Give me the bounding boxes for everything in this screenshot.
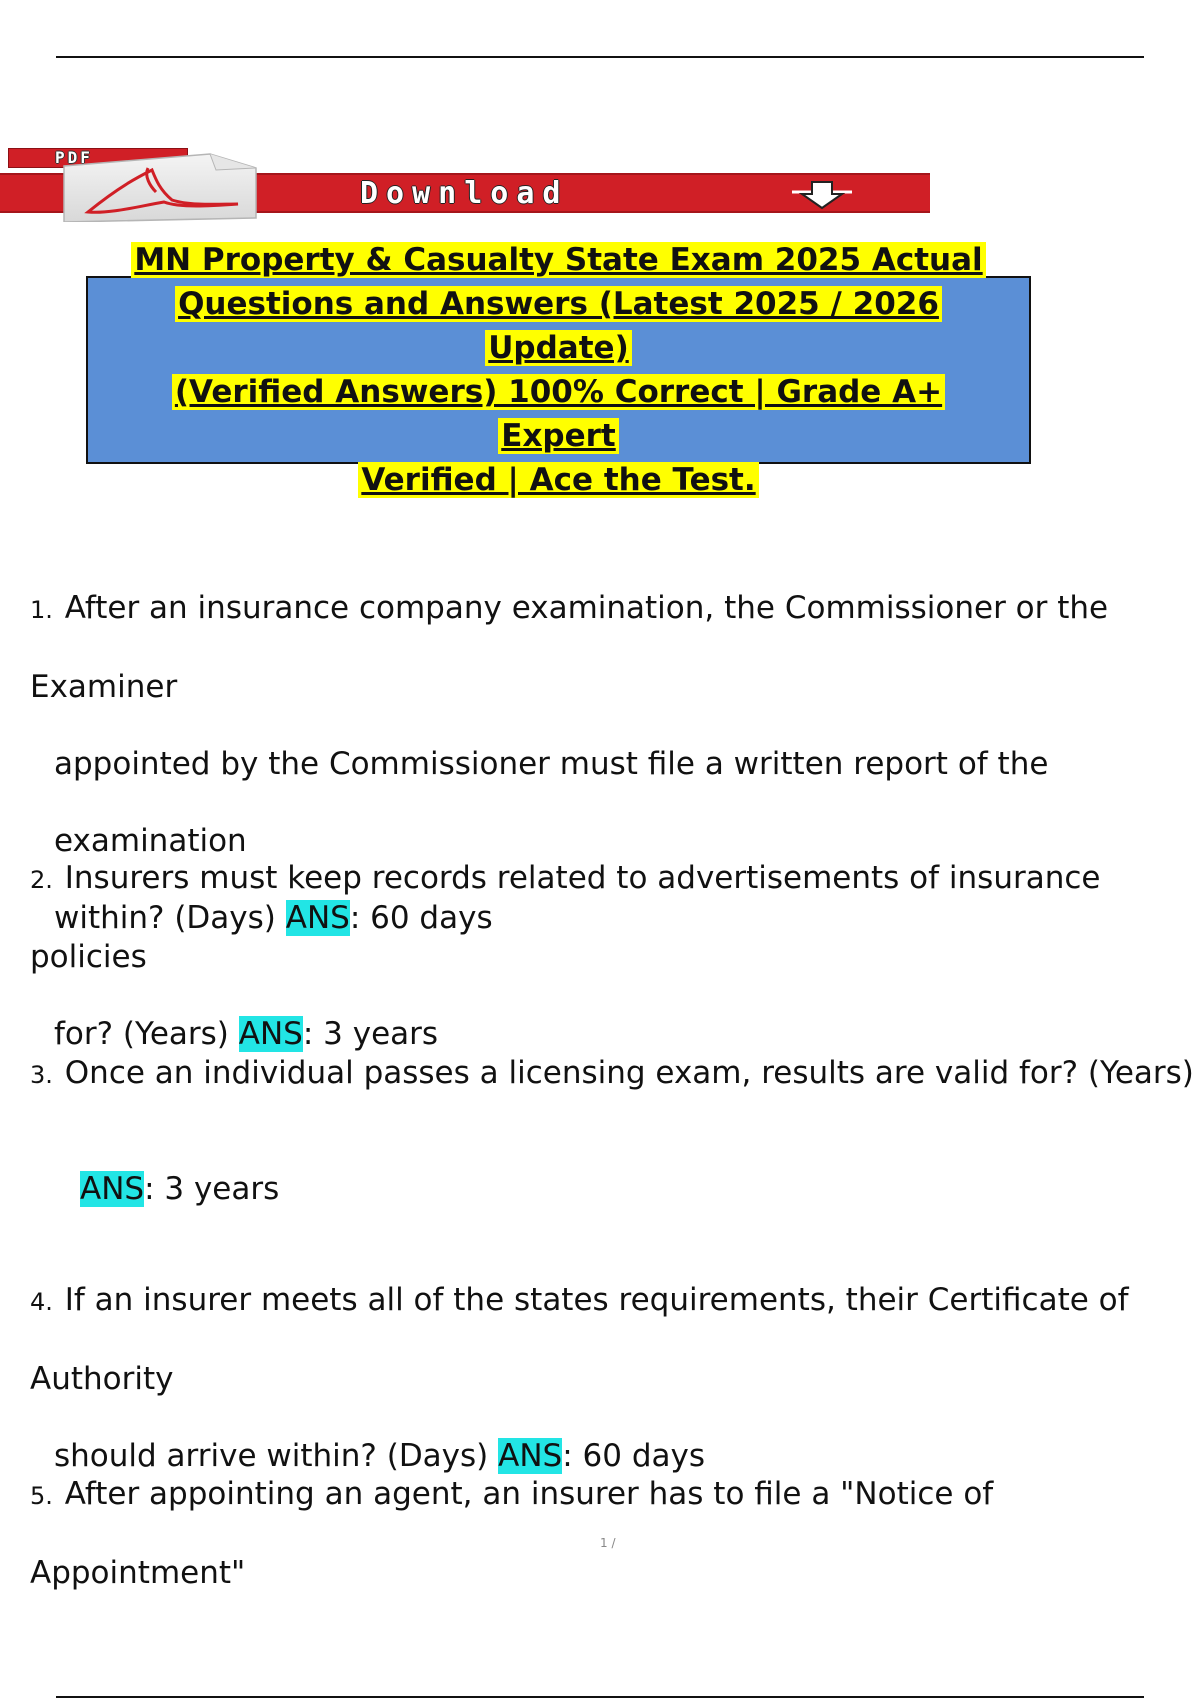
pdf-tab-label: PDF [8,148,188,168]
question-text-line: Once an individual passes a licensing exam, results are valid for? (Years) [64,1055,1194,1091]
title-line-4: Verified | Ace the Test. [358,462,758,498]
title-line-2: Questions and Answers (Latest 2025 / 2026 Update) [175,286,942,366]
pdf-document-icon [60,146,260,222]
document-title [119,238,999,502]
question-number: 4. [30,1288,53,1316]
question-text-line: After appointing an agent, an insurer has to file a "Notice of Appointment" [30,1476,994,1591]
answer-text: : 3 years [144,1171,280,1207]
question-number: 5. [30,1482,53,1510]
question-item-5 [30,1456,1200,1612]
question-text-line: If an insurer meets all of the states requirements, their Certificate of Authority [30,1282,1129,1397]
top-rule [56,56,1144,58]
document-title-box [86,242,1031,498]
ans-tag: ANS [498,1438,563,1474]
title-line-1: MN Property & Casualty State Exam 2025 Actual [131,242,985,278]
bottom-rule [56,1696,1144,1698]
question-text-line: After an insurance company examination, the Commissioner or the Examiner [30,590,1109,705]
question-text-line: should arrive within? (Days) [54,1438,489,1474]
question-item-3 [30,1035,1200,1228]
download-label[interactable]: Download [360,176,569,211]
question-text-line: within? (Days) [54,900,276,936]
answer-text: : 60 days [349,900,493,936]
answer-text: : 60 days [562,1438,705,1474]
question-number: 2. [30,866,53,894]
ans-tag: ANS [285,900,350,936]
answer-text: : 3 years [302,1016,439,1052]
title-line-3: (Verified Answers) 100% Correct | Grade A+ Expert [172,374,945,454]
question-number: 3. [30,1061,53,1089]
download-arrow-icon[interactable] [790,178,854,210]
question-text-line: Insurers must keep records related to advertisements of insurance policies [30,860,1101,975]
ans-tag: ANS [238,1016,303,1052]
question-number: 1. [30,596,53,624]
ans-tag: ANS [80,1171,145,1207]
question-text-line: appointed by the Commissioner must file a written report of the examination [54,746,1049,859]
question-text-line: for? (Years) [54,1016,229,1052]
page-number: 1 / [600,1536,616,1550]
